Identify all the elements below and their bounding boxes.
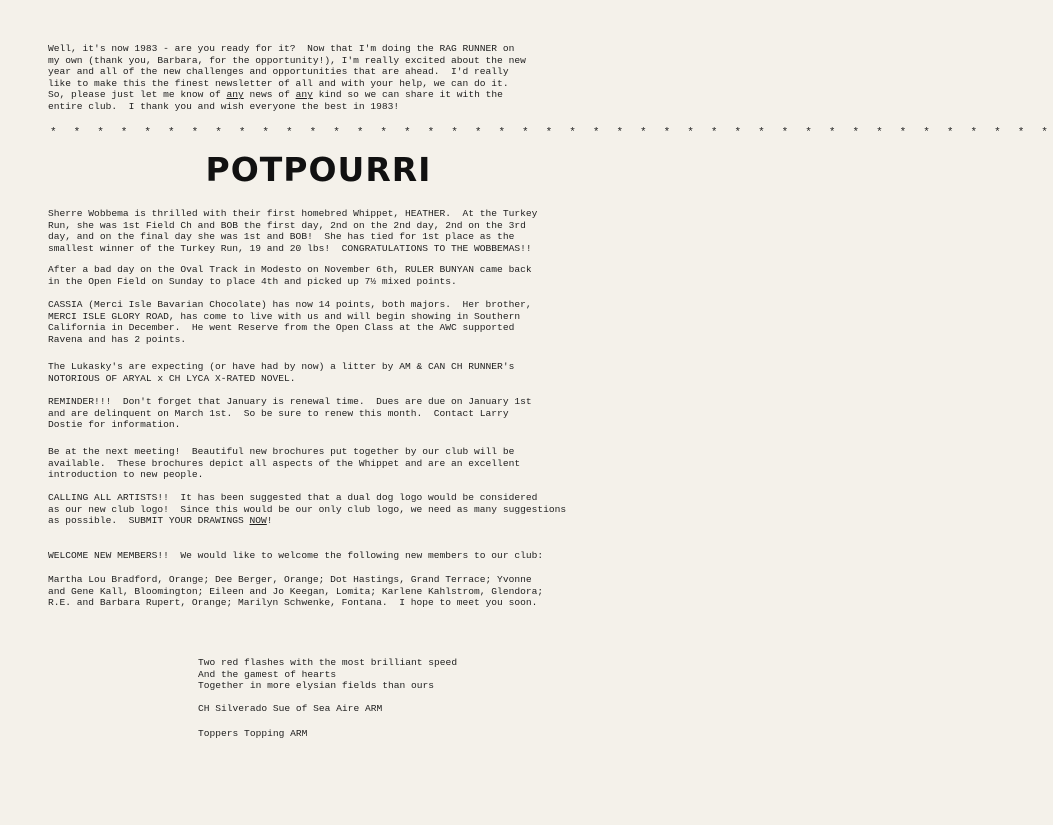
oval-track-paragraph: After a bad day on the Oval Track in Modesto on November 6th, RULER BUNYAN came back in the Open Field on Sunday to place 4th and picked up 7½ mixed points.: [48, 264, 532, 287]
poem: Two red flashes with the most brilliant speed And the gamest of hearts Together in more elysian fields than ours: [198, 657, 458, 692]
lukasky-paragraph: The Lukasky's are expecting (or have had by now) a litter by AM & CAN CH RUNNER's NOTORIOUS OF ARYAL x CH LYCA X-RATED NOVEL.: [48, 361, 515, 384]
meeting-paragraph: Be at the next meeting! Beautiful new brochures put together by our club will be available. These brochures depict all aspects of the Whippet and are an excellent introduction to new people.: [48, 446, 521, 481]
intro-line-5: So, please just let me know of any news of any kind so we can share it with the: [48, 89, 503, 101]
star-divider: * * * * * * * * * * * * * * * * * * * * * * * * * * * * * * * * * * * * * * * * * * *: [50, 127, 1053, 139]
section-title: POTPOURRI: [205, 150, 432, 189]
poem-credit-2: Toppers Topping ARM: [198, 728, 308, 739]
wobbema-paragraph: Sherre Wobbema is thrilled with their first homebred Whippet, HEATHER. At the Turkey Run, she was 1st Field Ch and BOB the first day, 2nd on the 2nd day, 2nd on the 3rd day, and on the final day she was 1st and BOB! She has tied for 1st place as the smallest winner of the Turkey Run, 19 and 20 lbs! CONGRATULATIONS TO THE WOBBEMAS!!: [48, 208, 538, 254]
artists-paragraph: CALLING ALL ARTISTS!! It has been suggested that a dual dog logo would be considered as our new club logo! Since this would be our only club logo, we need as many suggestions as possible. SUBMIT YOUR DRAWINGS NOW!: [48, 492, 596, 527]
welcome-heading: WELCOME NEW MEMBERS!! We would like to welcome the following new members to our club:: [48, 550, 544, 561]
cassia-paragraph: CASSIA (Merci Isle Bavarian Chocolate) has now 14 points, both majors. Her brother, MERCI ISLE GLORY ROAD, has come to live with us and will begin showing in Southern California in December. He went Reserve from the Open Class at the AWC supported Ravena and has 2 points.: [48, 299, 532, 345]
artists-line-3: as possible. SUBMIT YOUR DRAWINGS NOW!: [48, 515, 273, 527]
intro-paragraph: Well, it's now 1983 - are you ready for it? Now that I'm doing the RAG RUNNER on my own (thank you, Barbara, for the opportunity!), I'm really excited about the new year and all of the new challenges and opportunities that are ahead. I'd really like to make this the finest newsletter of all and with your help, we can do it. So, please just let me know of any news of any kind so we can share it with the entire club. I thank you and wish everyone the best in 1983!: [48, 43, 596, 113]
poem-credit-1: CH Silverado Sue of Sea Aire ARM: [198, 703, 383, 714]
reminder-paragraph: REMINDER!!! Don't forget that January is renewal time. Dues are due on January 1st and are delinquent on March 1st. So be sure to renew this month. Contact Larry Dostie for information.: [48, 396, 532, 431]
new-members-list: Martha Lou Bradford, Orange; Dee Berger, Orange; Dot Hastings, Grand Terrace; Yvonne and Gene Kall, Bloomington; Eileen and Jo Keegan, Lomita; Karlene Kahlstrom, Glendora; R.E. and Barbara Rupert, Orange; Marilyn Schwenke, Fontana. I hope to meet you soon.: [48, 574, 544, 609]
